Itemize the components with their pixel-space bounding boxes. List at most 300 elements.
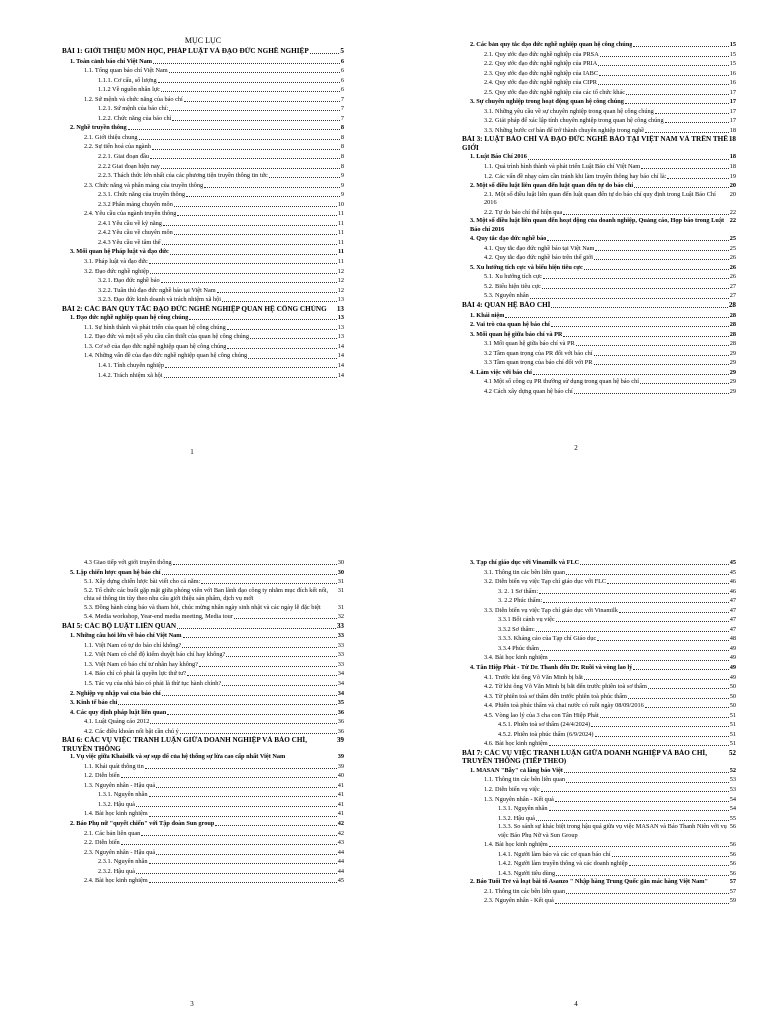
toc-entry-title: 4.3 Giao tiếp với giới truyền thông xyxy=(84,559,172,566)
toc-entry-page: 8 xyxy=(340,143,344,151)
dot-leader xyxy=(136,873,337,874)
toc-entry[interactable] xyxy=(62,181,344,191)
dot-leader xyxy=(600,56,729,57)
toc-entry[interactable] xyxy=(62,332,344,342)
toc-entry[interactable] xyxy=(62,867,344,877)
toc-entry[interactable] xyxy=(62,228,344,238)
dot-leader xyxy=(594,364,729,365)
dot-leader xyxy=(150,273,337,274)
dot-leader xyxy=(591,726,729,727)
toc-entry[interactable] xyxy=(462,869,736,879)
toc-entry[interactable] xyxy=(462,558,736,568)
toc-entry-title: 3. Sự chuyên nghiệp trong hoạt động quan hệ công chúng xyxy=(470,98,624,106)
toc-entry[interactable] xyxy=(462,840,736,850)
toc-entry[interactable] xyxy=(62,190,344,200)
toc-entry[interactable] xyxy=(462,625,736,635)
toc-entry[interactable] xyxy=(462,244,736,254)
toc-entry-page: 36 xyxy=(337,727,344,735)
toc-entry-title: 1.3. Cơ sở của đạo đức nghề nghiệp quan hệ công chúng xyxy=(84,342,227,350)
toc-entry[interactable] xyxy=(62,133,344,143)
toc-entry-title: 2.2. Sự tiến hoá của ngành xyxy=(84,143,151,151)
toc-entry[interactable] xyxy=(62,669,344,679)
toc-entry[interactable] xyxy=(62,162,344,172)
toc-entry[interactable] xyxy=(62,238,344,248)
toc-page-3 xyxy=(0,512,384,1024)
toc-entry[interactable] xyxy=(62,351,344,361)
toc-entry-page: 55 xyxy=(729,814,736,822)
dot-leader xyxy=(156,787,337,788)
toc-entry[interactable] xyxy=(62,371,344,381)
toc-entry-page: 7 xyxy=(340,95,344,103)
toc-entry[interactable] xyxy=(462,878,736,887)
toc-entry-title: 2. Các bản quy tắc đạo đức nghề nghiệp quan hệ công chúng xyxy=(470,41,633,48)
toc-entry[interactable] xyxy=(462,69,736,79)
toc-entry[interactable] xyxy=(462,859,736,869)
toc-entry-title: 3.3.2 Sơ thẩm: xyxy=(498,625,535,633)
toc-entry[interactable] xyxy=(462,320,736,330)
toc-entry[interactable] xyxy=(62,209,344,219)
toc-entry[interactable] xyxy=(462,730,736,740)
toc-entry[interactable] xyxy=(462,59,736,69)
toc-entry-title: 4.5. Vòng lao lý của 3 cha con Tân Hiệp Phát xyxy=(484,711,599,719)
toc-entry[interactable] xyxy=(462,311,736,321)
toc-entry-title: 5.3. Nguyên nhân xyxy=(484,292,529,300)
dot-leader xyxy=(184,101,340,102)
toc-entry[interactable] xyxy=(462,587,736,597)
toc-entry[interactable] xyxy=(462,775,736,785)
toc-entry[interactable] xyxy=(462,766,736,776)
toc-entry[interactable] xyxy=(62,650,344,660)
toc-entry[interactable] xyxy=(62,577,344,587)
toc-entry-title: 2.2.1. Giai đoạn đầu xyxy=(98,153,150,161)
toc-entry-page: 33 xyxy=(337,632,344,640)
toc-entry-page: 57 xyxy=(729,878,736,886)
toc-entry[interactable] xyxy=(462,88,736,98)
toc-entry-page: 20 xyxy=(729,182,736,190)
toc-entry-page: 12 xyxy=(337,286,344,294)
dot-leader xyxy=(180,733,337,734)
toc-entry-page: 50 xyxy=(729,702,736,710)
toc-entry-title: 2.4. Yêu cầu của ngành truyền thông xyxy=(84,210,177,218)
toc-entry[interactable] xyxy=(462,795,736,805)
toc-entry[interactable] xyxy=(62,587,344,604)
toc-entry-page: 17 xyxy=(729,88,736,96)
toc-entry[interactable] xyxy=(462,634,736,644)
toc-entry-page: 42 xyxy=(337,829,344,837)
toc-entry[interactable] xyxy=(62,342,344,352)
dot-leader xyxy=(576,345,729,346)
toc-entry[interactable] xyxy=(462,673,736,683)
toc-entry-page: 33 xyxy=(337,651,344,659)
toc-entry[interactable] xyxy=(62,612,344,622)
toc-entry[interactable] xyxy=(62,708,344,718)
dot-leader xyxy=(626,94,729,95)
dot-leader xyxy=(128,129,340,130)
toc-entry[interactable] xyxy=(462,126,736,136)
toc-entry-page: 47 xyxy=(729,625,736,633)
toc-entry[interactable] xyxy=(62,219,344,229)
toc-entry-title: 1. Khái niệm xyxy=(470,311,505,319)
toc-entry-page: 8 xyxy=(340,124,344,132)
toc-entry-page: 44 xyxy=(337,867,344,875)
dot-leader xyxy=(536,631,729,632)
toc-entry-page: 25 xyxy=(729,244,736,252)
toc-entry[interactable] xyxy=(62,762,344,772)
toc-entry-title: 2. Nghiệp vụ nhập vai của báo chí xyxy=(70,689,161,697)
toc-entry[interactable] xyxy=(462,896,736,906)
toc-entry[interactable] xyxy=(62,104,344,114)
toc-entry-page: 34 xyxy=(337,679,344,687)
toc-entry-page: 52 xyxy=(729,766,736,774)
toc-entry[interactable] xyxy=(62,142,344,152)
toc-entry[interactable] xyxy=(62,689,344,699)
dot-leader xyxy=(566,782,729,783)
toc-entry-title: 3. Mối quan hệ Pháp luật và đạo đức xyxy=(70,248,169,256)
toc-entry-title: 1. Vụ việc giữa Khaisilk và sự sụp đổ của hệ thống sự lừa cao cấp nhất Việt Nam xyxy=(70,753,286,761)
toc-entry[interactable] xyxy=(62,838,344,848)
toc-entry-title: 4.5.2. Phiên toà phúc thẩm (6/9/2024) xyxy=(498,730,594,738)
toc-entry[interactable] xyxy=(462,887,736,897)
dot-leader xyxy=(597,640,729,641)
toc-entry[interactable] xyxy=(62,95,344,105)
toc-entry[interactable] xyxy=(462,152,736,162)
toc-entry[interactable] xyxy=(62,295,344,305)
toc-entry-title: 5.2. Tổ chức các buổi gặp mặt giữa phóng viên với Ban lãnh đạo công ty nhằm mục đích kết nối, chia sẻ thông tin tùy theo nhu cầu giới thiệu sản phẩm, dịch vụ mới xyxy=(84,586,329,603)
page-number: 2 xyxy=(574,444,578,452)
toc-entry[interactable] xyxy=(462,785,736,795)
dot-leader xyxy=(543,278,729,279)
dot-leader xyxy=(186,196,340,197)
toc-entry[interactable] xyxy=(62,800,344,810)
toc-entry[interactable] xyxy=(462,349,736,359)
toc-entry-title: 3.3. Diễn biến vụ việc Tạp chí giáo dục với Vinamilk xyxy=(484,606,618,614)
toc-entry[interactable] xyxy=(62,660,344,670)
toc-entry[interactable] xyxy=(462,814,736,824)
toc-entry-page: 14 xyxy=(337,371,344,379)
toc-entry-title: 1.1. Việt Nam có tự do báo chí không? xyxy=(84,641,182,649)
dot-leader xyxy=(177,215,336,216)
toc-entry[interactable] xyxy=(462,330,736,340)
toc-entry-title: 4.2. Quy tắc đạo đức nghề báo trên thế giới xyxy=(484,254,594,262)
dot-leader xyxy=(150,158,340,159)
toc-entry-title: 5.4. Media workshop, Year-end media meeting, Media tour xyxy=(84,613,233,621)
toc-entry-title: 3.2.3. Đạo đức kinh doanh và trách nhiệm xã hội xyxy=(98,296,222,304)
dot-leader xyxy=(161,91,340,92)
toc-entry[interactable] xyxy=(62,641,344,651)
toc-entry[interactable] xyxy=(62,604,344,613)
toc-entry[interactable] xyxy=(62,276,344,286)
dot-leader xyxy=(665,122,729,123)
toc-entry-page: 30 xyxy=(337,559,344,566)
dot-leader xyxy=(149,882,337,883)
toc-entry[interactable] xyxy=(62,66,344,76)
toc-entry[interactable] xyxy=(62,717,344,727)
toc-entry[interactable] xyxy=(462,40,736,50)
toc-entry[interactable] xyxy=(462,263,736,273)
toc-entry[interactable] xyxy=(462,162,736,172)
toc-entry[interactable] xyxy=(462,282,736,292)
toc-entry[interactable] xyxy=(462,368,736,378)
dot-leader xyxy=(555,801,729,802)
toc-entry-title: 1.1.2 Về nguồn nhân lực xyxy=(98,86,161,94)
dot-leader xyxy=(121,777,337,778)
dot-leader xyxy=(149,796,337,797)
toc-entry[interactable] xyxy=(462,711,736,721)
toc-entry-title: 1.3. Việt Nam có báo chí tư nhân hay không? xyxy=(84,660,198,668)
toc-entry-title: 3. 2.2 Phúc thẩm: xyxy=(498,597,543,605)
toc-entry[interactable] xyxy=(62,257,344,267)
toc-entry-page: 41 xyxy=(337,781,344,789)
toc-entry[interactable] xyxy=(62,361,344,371)
toc-entry[interactable] xyxy=(62,736,344,753)
toc-entry-page: 11 xyxy=(337,229,344,237)
toc-entry-page: 29 xyxy=(729,368,736,376)
toc-entry-page: 51 xyxy=(729,730,736,738)
toc-entry-title: 3.1. Pháp luật và đạo đức xyxy=(84,258,148,266)
toc-entry[interactable] xyxy=(462,50,736,60)
toc-entry-title: 1.4. Những vấn đề của đạo đức nghề nghiệp quan hệ công chúng xyxy=(84,352,248,360)
dot-leader xyxy=(640,383,729,384)
toc-entry[interactable] xyxy=(462,577,736,587)
toc-title: MỤC LỤC xyxy=(184,36,222,45)
dot-leader xyxy=(227,329,337,330)
toc-entry[interactable] xyxy=(62,558,344,568)
toc-entry[interactable] xyxy=(462,823,736,840)
toc-entry-page: 29 xyxy=(729,349,736,357)
toc-entry-page: 32 xyxy=(337,613,344,621)
toc-entry[interactable] xyxy=(62,698,344,708)
toc-entry-title: 1.2. Sứ mệnh và chức năng của báo chí xyxy=(84,95,183,103)
toc-entry-title: 1.2. Diễn biến xyxy=(84,772,120,780)
toc-entry-page: 11 xyxy=(338,248,344,256)
toc-entry[interactable] xyxy=(462,644,736,654)
toc-entry[interactable] xyxy=(462,701,736,711)
toc-entry[interactable] xyxy=(62,829,344,839)
toc-entry-page: 8 xyxy=(340,162,344,170)
toc-entry-title: 2. Nghề truyền thông xyxy=(70,124,127,132)
toc-entry[interactable] xyxy=(462,339,736,349)
toc-entry[interactable] xyxy=(462,358,736,368)
dot-leader xyxy=(177,628,336,629)
toc-list xyxy=(62,558,344,886)
dot-leader xyxy=(162,244,337,245)
toc-entry[interactable] xyxy=(62,247,344,257)
dot-leader xyxy=(162,695,337,696)
dot-leader xyxy=(556,621,729,622)
toc-entry[interactable] xyxy=(62,727,344,737)
toc-entry[interactable] xyxy=(462,116,736,126)
dot-leader xyxy=(505,317,728,318)
toc-entry[interactable] xyxy=(462,739,736,749)
toc-entry-page: 7 xyxy=(340,105,344,113)
toc-entry-page: 9 xyxy=(340,191,344,199)
toc-entry-page: 50 xyxy=(729,692,736,700)
dot-leader xyxy=(629,865,729,866)
toc-entry[interactable] xyxy=(462,272,736,282)
toc-entry[interactable] xyxy=(62,819,344,829)
toc-entry[interactable] xyxy=(62,323,344,333)
toc-entry-title: 3. Mối quan hệ giữa báo chí và PR xyxy=(470,330,563,338)
toc-entry-page: 15 xyxy=(729,41,736,48)
toc-entry[interactable] xyxy=(462,253,736,263)
toc-entry[interactable] xyxy=(462,749,736,766)
toc-entry-page: 29 xyxy=(729,387,736,395)
toc-entry[interactable] xyxy=(462,234,736,244)
toc-entry[interactable] xyxy=(62,123,344,133)
toc-entry[interactable] xyxy=(62,622,344,632)
toc-entry[interactable] xyxy=(462,663,736,673)
toc-entry-title: 3.2. Diễn biến vụ việc Tạp chí giáo dục với FLC xyxy=(484,578,607,586)
toc-list xyxy=(462,558,736,906)
dot-leader xyxy=(584,269,729,270)
toc-entry-page: 20 xyxy=(729,190,736,198)
toc-entry-title: 4.2 Cách xây dựng quan hệ báo chí xyxy=(484,387,573,395)
toc-entry[interactable] xyxy=(62,876,344,886)
toc-entry-page: 54 xyxy=(729,805,736,813)
dot-leader xyxy=(149,816,337,817)
toc-entry[interactable] xyxy=(462,291,736,301)
dot-leader xyxy=(167,714,336,715)
toc-entry[interactable] xyxy=(462,615,736,625)
dot-leader xyxy=(566,574,729,575)
toc-entry[interactable] xyxy=(62,781,344,791)
toc-entry[interactable] xyxy=(62,809,344,819)
toc-entry-title: 3.2 Tầm quan trọng của PR đối với báo chí xyxy=(484,349,593,357)
toc-entry-title: 4.3. Từ phiên toà sơ thẩm đến trước phiên toà phúc thẩm xyxy=(484,692,627,700)
toc-entry[interactable] xyxy=(462,97,736,107)
toc-entry-page: 36 xyxy=(337,708,344,716)
toc-entry[interactable] xyxy=(62,57,344,67)
toc-entry[interactable] xyxy=(62,857,344,867)
dot-leader xyxy=(121,844,337,845)
toc-entry[interactable] xyxy=(62,790,344,800)
toc-entry[interactable] xyxy=(462,208,736,218)
toc-entry[interactable] xyxy=(62,771,344,781)
dot-leader xyxy=(269,177,340,178)
toc-entry[interactable] xyxy=(462,568,736,578)
toc-entry-title: 1.1. Tổng quan báo chí Việt Nam xyxy=(84,67,168,75)
toc-entry-title: BÀI 7: CÁC VỤ VIỆC TRANH LUẬN GIỮA DOANH NGHIỆP VÀ BÁO CHÍ, TRUYỀN THÔNG (TIẾP THEO) xyxy=(462,748,708,766)
toc-entry-page: 8 xyxy=(340,133,344,141)
toc-entry-title: 3.2. Giải pháp để xác lập tính chuyên nghiệp trong quan hệ công chúng xyxy=(484,117,664,125)
toc-entry-title: 1. MASAN "Bẫy" cả làng báo Việt xyxy=(470,766,563,774)
toc-entry[interactable] xyxy=(462,804,736,814)
toc-entry-title: 1.4.2. Trách nhiệm xã hội xyxy=(98,371,163,379)
dot-leader xyxy=(226,656,336,657)
toc-entry[interactable] xyxy=(462,217,736,234)
toc-entry-title: 1.4.1. Người làm báo và các cơ quan báo chí xyxy=(498,850,611,858)
toc-entry[interactable] xyxy=(462,692,736,702)
dot-leader xyxy=(645,707,729,708)
toc-entry-page: 51 xyxy=(729,711,736,719)
toc-entry-page: 49 xyxy=(729,664,736,672)
toc-entry-title: 3.3.4 Phúc thẩm xyxy=(498,644,539,652)
dot-leader xyxy=(628,698,729,699)
toc-entry-page: 35 xyxy=(337,699,344,707)
toc-entry[interactable] xyxy=(462,387,736,397)
toc-entry[interactable] xyxy=(62,171,344,181)
toc-entry[interactable] xyxy=(462,181,736,191)
toc-entry[interactable] xyxy=(462,301,736,311)
toc-entry-title: 4.1. Trước khi ông Võ Văn Minh bị bắt xyxy=(484,673,583,681)
toc-entry[interactable] xyxy=(62,47,344,57)
dot-leader xyxy=(563,214,728,215)
toc-entry-title: 2.4.1 Yêu cầu về kỹ năng xyxy=(98,219,162,227)
dot-leader xyxy=(549,846,729,847)
toc-entry-page: 22 xyxy=(729,217,736,225)
toc-entry[interactable] xyxy=(62,267,344,277)
toc-entry[interactable] xyxy=(62,114,344,124)
toc-entry-page: 46 xyxy=(729,587,736,595)
toc-entry-title: 3.3 Tầm quan trọng của báo chí đối với PR xyxy=(484,359,593,367)
toc-entry-title: 2.2. Tự do báo chí thể hiện qua xyxy=(484,208,563,216)
page-number: 3 xyxy=(190,1000,194,1008)
dot-leader xyxy=(556,875,729,876)
toc-entry-page: 51 xyxy=(729,721,736,729)
toc-entry[interactable] xyxy=(62,631,344,641)
toc-entry[interactable] xyxy=(462,682,736,692)
toc-entry-page: 11 xyxy=(337,258,344,266)
dot-leader xyxy=(598,65,728,66)
toc-entry-page: 9 xyxy=(340,172,344,180)
toc-entry[interactable] xyxy=(62,848,344,858)
toc-entry[interactable] xyxy=(462,606,736,616)
dot-leader xyxy=(183,637,337,638)
toc-entry[interactable] xyxy=(462,653,736,663)
dot-leader xyxy=(528,159,729,160)
toc-entry[interactable] xyxy=(62,152,344,162)
dot-leader xyxy=(174,206,337,207)
toc-entry[interactable] xyxy=(62,753,344,762)
toc-entry[interactable] xyxy=(62,568,344,578)
dot-leader xyxy=(540,650,729,651)
toc-entry-title: 1.3. Nguyên nhân - Hậu quả xyxy=(84,781,156,789)
toc-entry[interactable] xyxy=(62,85,344,95)
toc-entry-title: 4. Tân Hiệp Phát - Từ Dr. Thanh đến Dr. Ruồi và vòng lao lý xyxy=(470,664,633,672)
toc-entry[interactable] xyxy=(462,720,736,730)
toc-entry-page: 34 xyxy=(337,689,344,697)
toc-entry-page: 16 xyxy=(729,69,736,77)
toc-entry[interactable] xyxy=(462,78,736,88)
toc-entry[interactable] xyxy=(462,596,736,606)
toc-entry-page: 10 xyxy=(337,200,344,208)
dot-leader xyxy=(165,367,337,368)
dot-leader xyxy=(174,234,337,235)
toc-entry[interactable] xyxy=(462,107,736,117)
toc-entry-page: 7 xyxy=(340,114,344,122)
toc-entry-title: 1.3.1. Nguyên nhân xyxy=(98,791,148,799)
toc-entry[interactable] xyxy=(62,313,344,323)
toc-entry-page: 16 xyxy=(729,79,736,87)
dot-leader xyxy=(580,564,728,565)
toc-entry-title: 2.3. Nguyên nhân - Kết quả xyxy=(484,897,554,905)
toc-entry[interactable] xyxy=(62,200,344,210)
toc-entry[interactable] xyxy=(462,135,736,152)
toc-entry-title: 1.3.2. Hậu quả xyxy=(98,800,135,808)
toc-entry[interactable] xyxy=(62,76,344,86)
toc-entry[interactable] xyxy=(462,377,736,387)
toc-entry[interactable] xyxy=(62,305,344,314)
dot-leader xyxy=(170,254,337,255)
dot-leader xyxy=(595,736,729,737)
toc-entry[interactable] xyxy=(462,850,736,860)
toc-entry[interactable] xyxy=(462,172,736,182)
dot-leader xyxy=(563,336,728,337)
toc-entry[interactable] xyxy=(462,191,736,208)
toc-entry[interactable] xyxy=(62,679,344,689)
dot-leader xyxy=(201,583,336,584)
toc-entry[interactable] xyxy=(62,286,344,296)
